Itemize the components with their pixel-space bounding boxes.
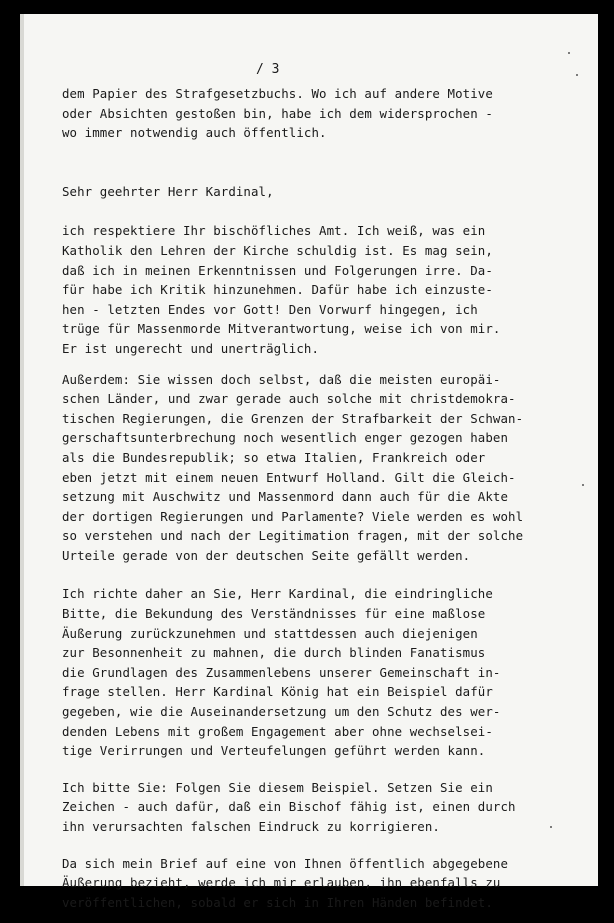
text-line: für habe ich Kritik hinzunehmen. Dafür habe ich einzuste- xyxy=(62,282,493,298)
text-line: gerschaftsunterbrechung noch wesentlich enger gezogen haben xyxy=(62,430,509,446)
paragraph-2 xyxy=(62,370,582,566)
text-line: dem Papier des Strafgesetzbuchs. Wo ich auf andere Motive xyxy=(62,86,493,101)
text-line: veröffentlichen, sobald er sich in Ihren Händen befindet. xyxy=(62,894,493,910)
text-line: eben jetzt mit einem neuen Entwurf Holland. Gilt die Gleich- xyxy=(62,469,516,485)
text-line: schen Länder, und zwar gerade auch solche mit christdemokra- xyxy=(62,391,516,407)
text-line: Ich richte daher an Sie, Herr Kardinal, die eindringliche xyxy=(62,586,493,602)
scan-speck xyxy=(576,74,578,76)
text-line: der dortigen Regierungen und Parlamente? Viele werden es wohl xyxy=(62,508,524,524)
text-line: als die Bundesrepublik; so etwa Italien, Frankreich oder xyxy=(62,449,486,465)
letter-body xyxy=(62,84,582,923)
paragraph-4 xyxy=(62,778,582,837)
text-line: setzung mit Auschwitz und Massenmord dann auch für die Akte xyxy=(62,489,509,505)
text-line: so verstehen und nach der Legitimation fragen, mit der solche xyxy=(62,528,524,544)
scan-speck xyxy=(568,52,570,54)
text-line: oder Absichten gestoßen bin, habe ich dem widersprochen - xyxy=(62,105,493,121)
text-line: Zeichen - auch dafür, daß ein Bischof fähig ist, einen durch xyxy=(62,799,516,815)
paragraph-1 xyxy=(62,221,582,358)
text-line: tige Verirrungen und Verteufelungen geführt werden kann. xyxy=(62,743,486,759)
text-line: Er ist ungerecht und unerträglich. xyxy=(62,340,320,356)
paragraph-3 xyxy=(62,584,582,760)
text-line: Äußerung bezieht, werde ich mir erlauben, ihn ebenfalls zu xyxy=(62,875,501,891)
page-edge-shadow xyxy=(20,14,24,886)
text-line: gegeben, wie die Auseinandersetzung um den Schutz des wer- xyxy=(62,704,501,720)
text-line: tischen Regierungen, die Grenzen der Strafbarkeit der Schwan- xyxy=(62,410,524,426)
scan-speck xyxy=(582,484,584,486)
text-line: Bitte, die Bekundung des Verständnisses für eine maßlose xyxy=(62,606,486,622)
text-line: wo immer notwendig auch öffentlich. xyxy=(62,125,327,141)
text-line: Außerdem: Sie wissen doch selbst, daß die meisten europäi- xyxy=(62,371,501,387)
intro-paragraph xyxy=(62,84,582,143)
page-number: / 3 xyxy=(256,62,280,77)
paragraph-5 xyxy=(62,854,582,913)
text-line: Ich bitte Sie: Folgen Sie diesem Beispiel. Setzen Sie ein xyxy=(62,779,493,795)
scan-speck xyxy=(550,826,552,828)
salutation: Sehr geehrter Herr Kardinal, xyxy=(62,183,274,199)
text-line: die Grundlagen des Zusammenlebens unserer Gemeinschaft in- xyxy=(62,664,501,680)
text-line: zur Besonnenheit zu mahnen, die durch blinden Fanatismus xyxy=(62,645,486,661)
text-line: Urteile gerade von der deutschen Seite gefällt werden. xyxy=(62,547,471,563)
text-line: Äußerung zurückzunehmen und stattdessen auch diejenigen xyxy=(62,625,478,641)
text-line: Katholik den Lehren der Kirche schuldig ist. Es mag sein, xyxy=(62,242,493,258)
text-line: denden Lebens mit großem Engagement aber ohne wechselsei- xyxy=(62,723,493,739)
text-line: trüge für Massenmorde Mitverantwortung, weise ich von mir. xyxy=(62,321,501,337)
text-line: ich respektiere Ihr bischöfliches Amt. Ich weiß, was ein xyxy=(62,223,486,239)
text-line: hen - letzten Endes vor Gott! Den Vorwurf hingegen, ich xyxy=(62,301,478,317)
text-line: ihn verursachten falschen Eindruck zu korrigieren. xyxy=(62,819,440,834)
text-line: Da sich mein Brief auf eine von Ihnen öffentlich abgegebene xyxy=(62,855,509,871)
letter-page xyxy=(20,14,598,910)
text-line: daß ich in meinen Erkenntnissen und Folgerungen irre. Da- xyxy=(62,262,493,278)
text-line: frage stellen. Herr Kardinal König hat ein Beispiel dafür xyxy=(62,684,493,700)
